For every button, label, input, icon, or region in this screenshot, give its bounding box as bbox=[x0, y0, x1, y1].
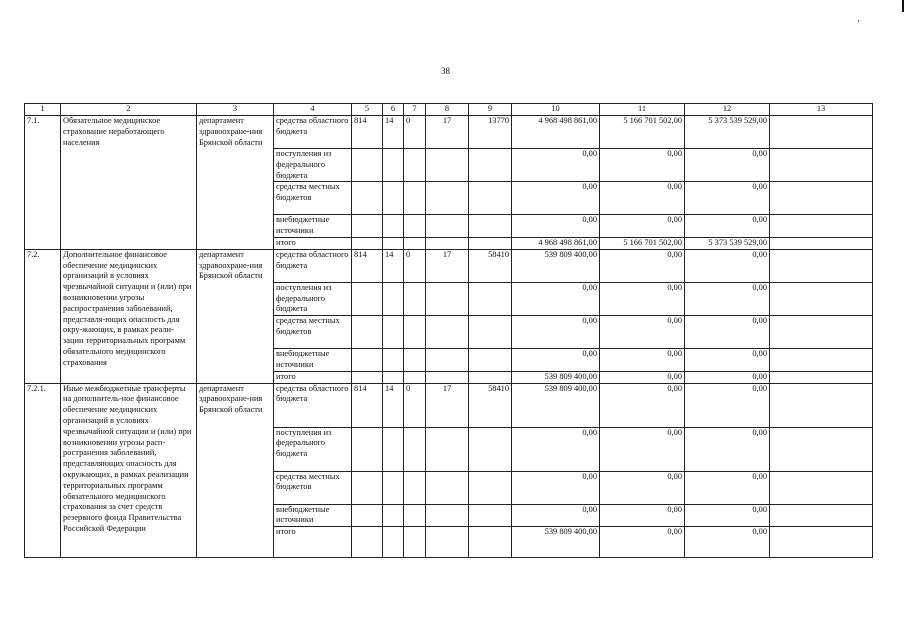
rz-code: 14 bbox=[383, 249, 404, 282]
header-cell: 9 bbox=[469, 104, 512, 116]
cs-code: 17 bbox=[426, 383, 469, 427]
row-name: Иные межбюджетные трансферты на дополнитель-ное финансовое обеспечение медицинских организаций в условиях чрезвычайной ситуации и (или) при возникновении угрозы расп-ространения заболеваний, представляющих опасность для окружающих, в рамках реализации территориальных программ обязательного медицинского страхования за счет средств резервного фонда Правительства Российской Федерации bbox=[61, 383, 197, 558]
amount-year-3: 0,00 bbox=[685, 149, 770, 182]
grbs-code: 814 bbox=[352, 249, 383, 282]
empty-cell bbox=[469, 349, 512, 372]
empty-cell bbox=[770, 371, 873, 383]
amount-year-1: 539 809 400,00 bbox=[512, 527, 600, 558]
source-label: итого bbox=[274, 371, 352, 383]
empty-cell bbox=[404, 149, 426, 182]
empty-cell bbox=[770, 182, 873, 215]
amount-year-1: 0,00 bbox=[512, 427, 600, 471]
header-cell: 7 bbox=[404, 104, 426, 116]
empty-cell bbox=[404, 316, 426, 349]
rz-code: 14 bbox=[383, 116, 404, 149]
empty-cell bbox=[426, 527, 469, 558]
header-cell: 2 bbox=[61, 104, 197, 116]
amount-year-3: 0,00 bbox=[685, 383, 770, 427]
amount-year-2: 0,00 bbox=[600, 349, 685, 372]
empty-cell bbox=[352, 182, 383, 215]
table-row bbox=[25, 383, 873, 427]
empty-cell bbox=[426, 237, 469, 249]
empty-cell bbox=[469, 282, 512, 315]
source-label: поступления из федерального бюджета bbox=[274, 149, 352, 182]
amount-year-1: 0,00 bbox=[512, 215, 600, 238]
amount-year-1: 539 809 400,00 bbox=[512, 249, 600, 282]
vr-code: 58410 bbox=[469, 249, 512, 282]
amount-year-3: 0,00 bbox=[685, 504, 770, 527]
empty-cell bbox=[404, 349, 426, 372]
empty-cell bbox=[469, 471, 512, 504]
empty-cell bbox=[383, 371, 404, 383]
empty-cell bbox=[426, 349, 469, 372]
empty-cell bbox=[469, 427, 512, 471]
header-cell: 10 bbox=[512, 104, 600, 116]
amount-year-2: 0,00 bbox=[600, 427, 685, 471]
empty-cell bbox=[469, 316, 512, 349]
empty-cell bbox=[770, 427, 873, 471]
source-label: итого bbox=[274, 237, 352, 249]
amount-year-1: 0,00 bbox=[512, 349, 600, 372]
empty-cell bbox=[770, 149, 873, 182]
header-cell: 11 bbox=[600, 104, 685, 116]
amount-year-1: 0,00 bbox=[512, 504, 600, 527]
empty-cell bbox=[770, 316, 873, 349]
empty-cell bbox=[770, 349, 873, 372]
grbs-code: 814 bbox=[352, 116, 383, 149]
amount-year-1: 539 809 400,00 bbox=[512, 371, 600, 383]
empty-cell bbox=[426, 316, 469, 349]
amount-year-1: 539 809 400,00 bbox=[512, 383, 600, 427]
empty-cell bbox=[352, 471, 383, 504]
amount-year-2: 0,00 bbox=[600, 249, 685, 282]
cs-code: 17 bbox=[426, 116, 469, 149]
empty-cell bbox=[383, 471, 404, 504]
source-label: средства местных бюджетов bbox=[274, 471, 352, 504]
empty-cell bbox=[426, 504, 469, 527]
header-cell: 12 bbox=[685, 104, 770, 116]
amount-year-2: 0,00 bbox=[600, 383, 685, 427]
amount-year-2: 0,00 bbox=[600, 282, 685, 315]
empty-cell bbox=[770, 383, 873, 427]
empty-cell bbox=[352, 504, 383, 527]
amount-year-3: 0,00 bbox=[685, 282, 770, 315]
empty-cell bbox=[383, 182, 404, 215]
empty-cell bbox=[352, 215, 383, 238]
empty-cell bbox=[469, 215, 512, 238]
empty-cell bbox=[404, 471, 426, 504]
empty-cell bbox=[426, 182, 469, 215]
source-label: внебюджетные источники bbox=[274, 349, 352, 372]
header-cell: 8 bbox=[426, 104, 469, 116]
amount-year-2: 0,00 bbox=[600, 527, 685, 558]
amount-year-1: 0,00 bbox=[512, 471, 600, 504]
header-cell: 5 bbox=[352, 104, 383, 116]
empty-cell bbox=[426, 471, 469, 504]
header-cell: 13 bbox=[770, 104, 873, 116]
empty-cell bbox=[404, 237, 426, 249]
empty-cell bbox=[770, 504, 873, 527]
header-cell: 1 bbox=[25, 104, 61, 116]
row-executor: департамент здравоохране-ния Брянской области bbox=[197, 116, 274, 250]
amount-year-2: 0,00 bbox=[600, 215, 685, 238]
empty-cell bbox=[469, 527, 512, 558]
row-executor: департамент здравоохране-ния Брянской области bbox=[197, 383, 274, 558]
amount-year-2: 0,00 bbox=[600, 504, 685, 527]
row-executor: департамент здравоохране-ния Брянской области bbox=[197, 249, 274, 383]
row-code: 7.1. bbox=[25, 116, 61, 250]
empty-cell bbox=[404, 504, 426, 527]
empty-cell bbox=[469, 182, 512, 215]
amount-year-3: 0,00 bbox=[685, 215, 770, 238]
amount-year-2: 0,00 bbox=[600, 316, 685, 349]
source-label: средства областного бюджета bbox=[274, 383, 352, 427]
empty-cell bbox=[352, 149, 383, 182]
source-label: средства местных бюджетов bbox=[274, 316, 352, 349]
amount-year-3: 5 373 539 529,00 bbox=[685, 116, 770, 149]
empty-cell bbox=[404, 527, 426, 558]
source-label: поступления из федерального бюджета bbox=[274, 427, 352, 471]
amount-year-2: 0,00 bbox=[600, 182, 685, 215]
amount-year-3: 0,00 bbox=[685, 349, 770, 372]
source-label: внебюджетные источники bbox=[274, 504, 352, 527]
source-label: поступления из федерального бюджета bbox=[274, 282, 352, 315]
amount-year-1: 0,00 bbox=[512, 182, 600, 215]
empty-cell bbox=[352, 349, 383, 372]
empty-cell bbox=[469, 149, 512, 182]
amount-year-1: 0,00 bbox=[512, 282, 600, 315]
table-row bbox=[25, 116, 873, 149]
row-name: Обязательное медицинское страхование неработающего населения bbox=[61, 116, 197, 250]
row-code: 7.2. bbox=[25, 249, 61, 383]
empty-cell bbox=[770, 282, 873, 315]
empty-cell bbox=[469, 371, 512, 383]
empty-cell bbox=[426, 149, 469, 182]
empty-cell bbox=[426, 371, 469, 383]
empty-cell bbox=[770, 471, 873, 504]
empty-cell bbox=[383, 504, 404, 527]
amount-year-3: 0,00 bbox=[685, 371, 770, 383]
source-label: итого bbox=[274, 527, 352, 558]
amount-year-3: 5 373 539 529,00 bbox=[685, 237, 770, 249]
scan-edge-mark bbox=[902, 0, 904, 12]
empty-cell bbox=[383, 282, 404, 315]
empty-cell bbox=[352, 371, 383, 383]
amount-year-3: 0,00 bbox=[685, 249, 770, 282]
empty-cell bbox=[404, 215, 426, 238]
pr-code: 0 bbox=[404, 116, 426, 149]
amount-year-1: 4 968 498 861,00 bbox=[512, 237, 600, 249]
empty-cell bbox=[469, 504, 512, 527]
scan-dot bbox=[858, 20, 859, 22]
row-code: 7.2.1. bbox=[25, 383, 61, 558]
vr-code: 58410 bbox=[469, 383, 512, 427]
empty-cell bbox=[770, 249, 873, 282]
empty-cell bbox=[352, 282, 383, 315]
row-name: Дополнительное финансовое обеспечение медицинских организаций в условиях чрезвычайной ситуации и (или) при возникновении угрозы распространения заболеваний, представля-ющих опасность для окру-жающих, в рамках реали-зации территориальных программ обязательного медицинского страхования bbox=[61, 249, 197, 383]
budget-table bbox=[24, 103, 873, 558]
amount-year-3: 0,00 bbox=[685, 527, 770, 558]
source-label: средства местных бюджетов bbox=[274, 182, 352, 215]
empty-cell bbox=[383, 149, 404, 182]
amount-year-2: 5 166 701 502,00 bbox=[600, 116, 685, 149]
amount-year-1: 0,00 bbox=[512, 149, 600, 182]
source-label: средства областного бюджета bbox=[274, 249, 352, 282]
page-number: 38 bbox=[441, 66, 450, 76]
empty-cell bbox=[770, 237, 873, 249]
amount-year-3: 0,00 bbox=[685, 471, 770, 504]
empty-cell bbox=[352, 527, 383, 558]
amount-year-2: 0,00 bbox=[600, 371, 685, 383]
empty-cell bbox=[383, 316, 404, 349]
pr-code: 0 bbox=[404, 249, 426, 282]
header-cell: 3 bbox=[197, 104, 274, 116]
source-label: средства областного бюджета bbox=[274, 116, 352, 149]
amount-year-3: 0,00 bbox=[685, 182, 770, 215]
empty-cell bbox=[352, 316, 383, 349]
table-row bbox=[25, 249, 873, 282]
amount-year-2: 0,00 bbox=[600, 471, 685, 504]
empty-cell bbox=[352, 237, 383, 249]
header-cell: 6 bbox=[383, 104, 404, 116]
empty-cell bbox=[352, 427, 383, 471]
amount-year-3: 0,00 bbox=[685, 427, 770, 471]
empty-cell bbox=[426, 282, 469, 315]
amount-year-1: 0,00 bbox=[512, 316, 600, 349]
empty-cell bbox=[770, 527, 873, 558]
header-row bbox=[25, 104, 873, 116]
empty-cell bbox=[404, 282, 426, 315]
source-label: внебюджетные источники bbox=[274, 215, 352, 238]
empty-cell bbox=[469, 237, 512, 249]
empty-cell bbox=[383, 215, 404, 238]
grbs-code: 814 bbox=[352, 383, 383, 427]
empty-cell bbox=[426, 215, 469, 238]
empty-cell bbox=[770, 215, 873, 238]
header-cell: 4 bbox=[274, 104, 352, 116]
pr-code: 0 bbox=[404, 383, 426, 427]
empty-cell bbox=[383, 527, 404, 558]
amount-year-2: 5 166 701 502,00 bbox=[600, 237, 685, 249]
vr-code: 13770 bbox=[469, 116, 512, 149]
empty-cell bbox=[383, 237, 404, 249]
empty-cell bbox=[383, 427, 404, 471]
cs-code: 17 bbox=[426, 249, 469, 282]
empty-cell bbox=[404, 371, 426, 383]
empty-cell bbox=[404, 182, 426, 215]
amount-year-1: 4 968 498 861,00 bbox=[512, 116, 600, 149]
empty-cell bbox=[426, 427, 469, 471]
empty-cell bbox=[404, 427, 426, 471]
empty-cell bbox=[383, 349, 404, 372]
empty-cell bbox=[770, 116, 873, 149]
amount-year-3: 0,00 bbox=[685, 316, 770, 349]
rz-code: 14 bbox=[383, 383, 404, 427]
amount-year-2: 0,00 bbox=[600, 149, 685, 182]
